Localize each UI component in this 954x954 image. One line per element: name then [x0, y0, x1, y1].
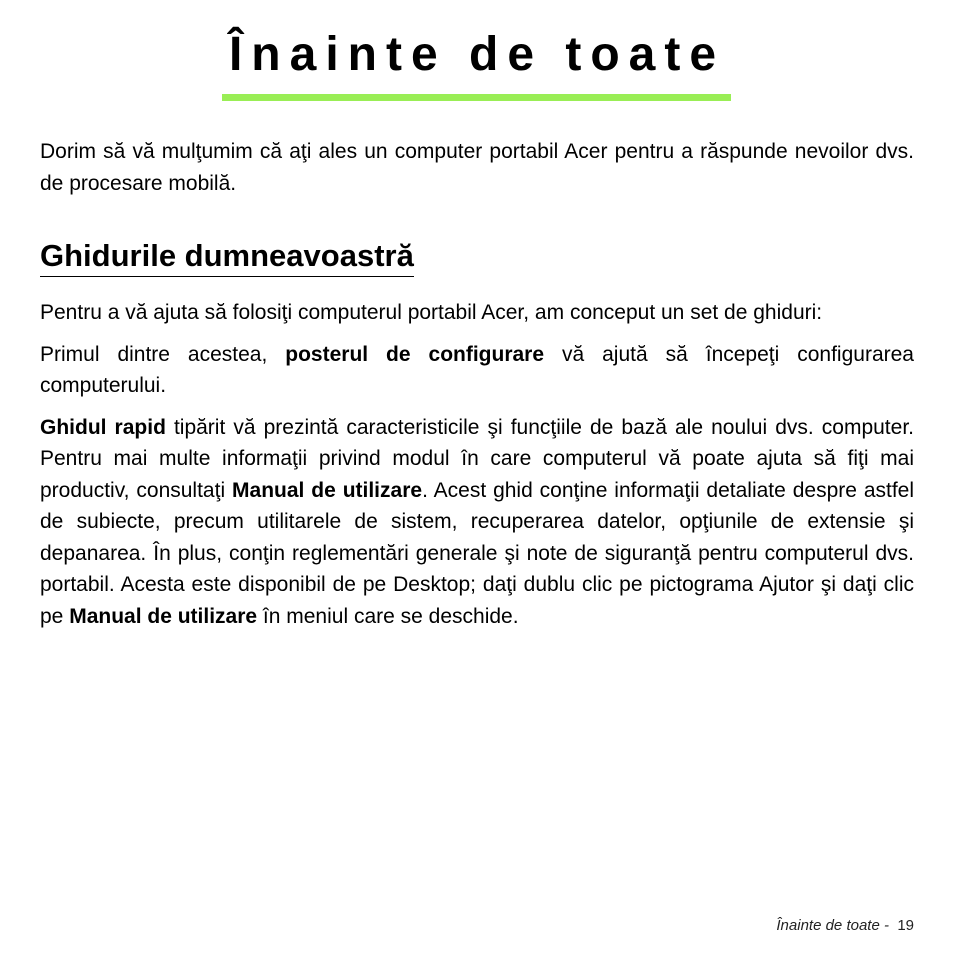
text-run: . Acest ghid conţine informaţii detaliate despre astfel de subiecte, precum utilitarele de sistem, recuperarea datelor, opţiunile de extensie şi depanarea. În plus, conţin reglementări generale şi note de siguranţă pentru computerul dvs. portabil. Acesta este disponibil de pe Desktop; daţi dublu clic pe pictograma Ajutor şi daţi clic pe: [40, 478, 915, 628]
text-run: vă ajută să începeţi configurarea computerului.: [40, 342, 914, 397]
page-footer: [776, 917, 914, 934]
page-title: Înainte de toate: [228, 28, 726, 81]
guides-paragraph: Pentru a vă ajuta să folosiţi computerul portabil Acer, am conceput un set de ghiduri:: [40, 301, 823, 324]
bold-term: Manual de utilizare: [232, 478, 423, 502]
setup-poster-paragraph: [40, 339, 914, 402]
page-content: [40, 136, 914, 642]
quick-guide-paragraph: [40, 412, 914, 633]
text-run: în meniul care se deschide.: [257, 604, 519, 628]
section-heading-wrap: [40, 209, 914, 297]
bold-term: Ghidul rapid: [40, 415, 166, 439]
text-run: tipărit vă prezintă caracteristicile şi funcţiile de bază ale noului dvs. computer. Pentru mai multe informaţii privind modul în care computerul vă poate ajuta să fiţi mai productiv, consultaţi: [40, 415, 914, 502]
section-heading: Ghidurile dumneavoastră: [40, 237, 414, 277]
page-number: 19: [897, 917, 914, 934]
title-underline-bar: [222, 94, 731, 101]
footer-label: Înainte de toate -: [776, 917, 898, 934]
intro-paragraph: Dorim să vă mulţumim că aţi ales un computer portabil Acer pentru a răspunde nevoilor dvs. de procesare mobilă.: [40, 140, 914, 195]
bold-term: posterul de configurare: [285, 342, 545, 366]
bold-term: Manual de utilizare: [69, 604, 258, 628]
text-run: Primul dintre acestea,: [40, 342, 286, 366]
